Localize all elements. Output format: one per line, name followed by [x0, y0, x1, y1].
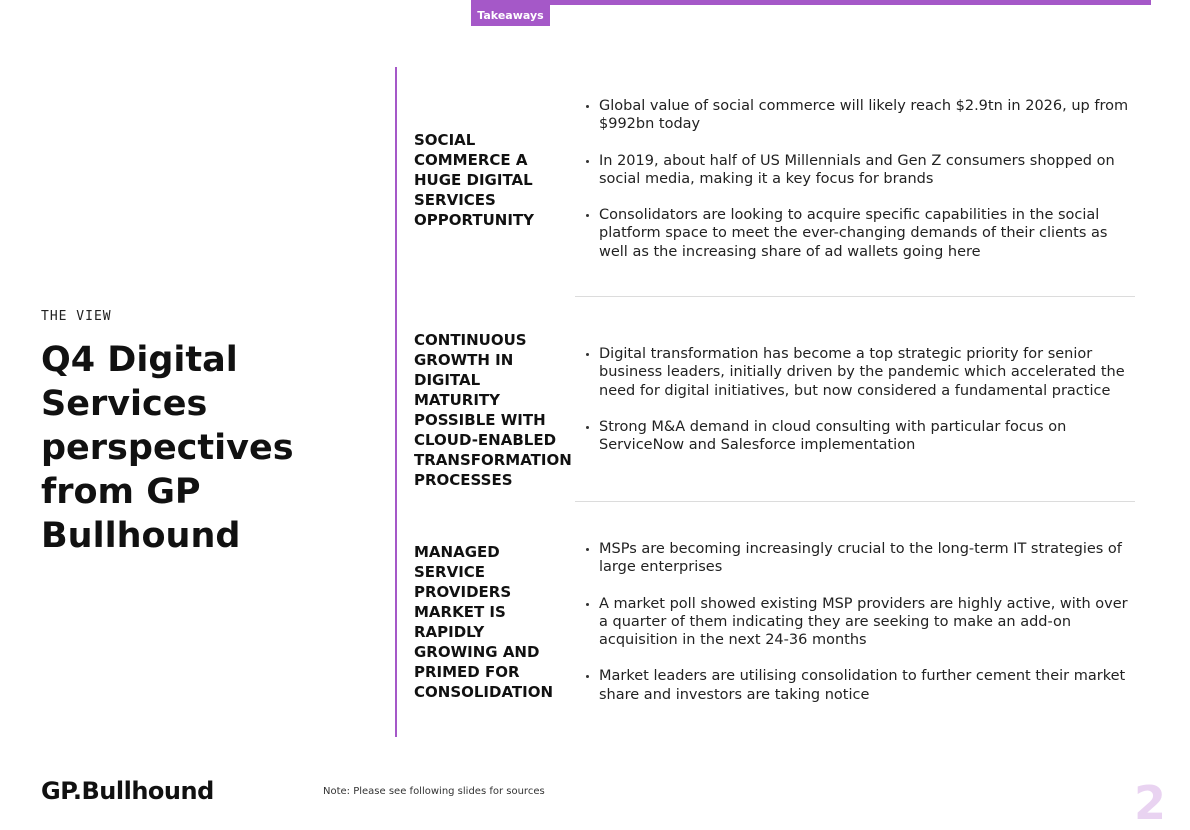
bullet-item: MSPs are becoming increasingly crucial to the long-term IT strategies of large enterprises — [584, 540, 1136, 577]
section-divider — [575, 296, 1135, 297]
bullet-list — [584, 540, 1136, 704]
company-logo: GP.Bullhound — [41, 777, 214, 805]
bullet-item: In 2019, about half of US Millennials and Gen Z consumers shopped on social media, making it a key focus for brands — [584, 152, 1136, 189]
section-heading: MANAGED SERVICE PROVIDERS MARKET IS RAPIDLY GROWING AND PRIMED FOR CONSOLIDATION — [414, 543, 554, 701]
bullet-item: Consolidators are looking to acquire specific capabilities in the social platform space to meet the ever-changing demands of their clients as well as the increasing share of ad wallets going here — [584, 206, 1136, 261]
footnote: Note: Please see following slides for sources — [323, 786, 545, 797]
bullet-item: Digital transformation has become a top strategic priority for senior business leaders, initially driven by the pandemic which accelerated the need for digital initiatives, but now considered a fundamental practice — [584, 345, 1136, 400]
section-heading: SOCIAL COMMERCE A HUGE DIGITAL SERVICES OPPORTUNITY — [414, 131, 535, 229]
eyebrow-label: THE VIEW — [41, 309, 112, 324]
page-title: Q4 Digital Services perspectives from GP Bullhound — [41, 340, 294, 556]
top-accent-bar — [471, 0, 1151, 5]
section-heading: CONTINUOUS GROWTH IN DIGITAL MATURITY POSSIBLE WITH CLOUD-ENABLED TRANSFORMATION PROCESSES — [414, 331, 572, 489]
bullet-list — [584, 97, 1136, 261]
section-divider — [575, 501, 1135, 502]
bullet-item: Global value of social commerce will likely reach $2.9tn in 2026, up from $992bn today — [584, 97, 1136, 134]
bullet-item: Market leaders are utilising consolidation to further cement their market share and investors are taking notice — [584, 667, 1136, 704]
bullet-item: Strong M&A demand in cloud consulting with particular focus on ServiceNow and Salesforce implementation — [584, 418, 1136, 455]
takeaways-tab: Takeaways — [471, 5, 550, 26]
vertical-divider — [395, 67, 397, 737]
bullet-list — [584, 345, 1136, 454]
page-number: 2 — [1134, 776, 1167, 830]
bullet-item: A market poll showed existing MSP providers are highly active, with over a quarter of them indicating they are seeking to make an add-on acquisition in the next 24-36 months — [584, 595, 1136, 650]
